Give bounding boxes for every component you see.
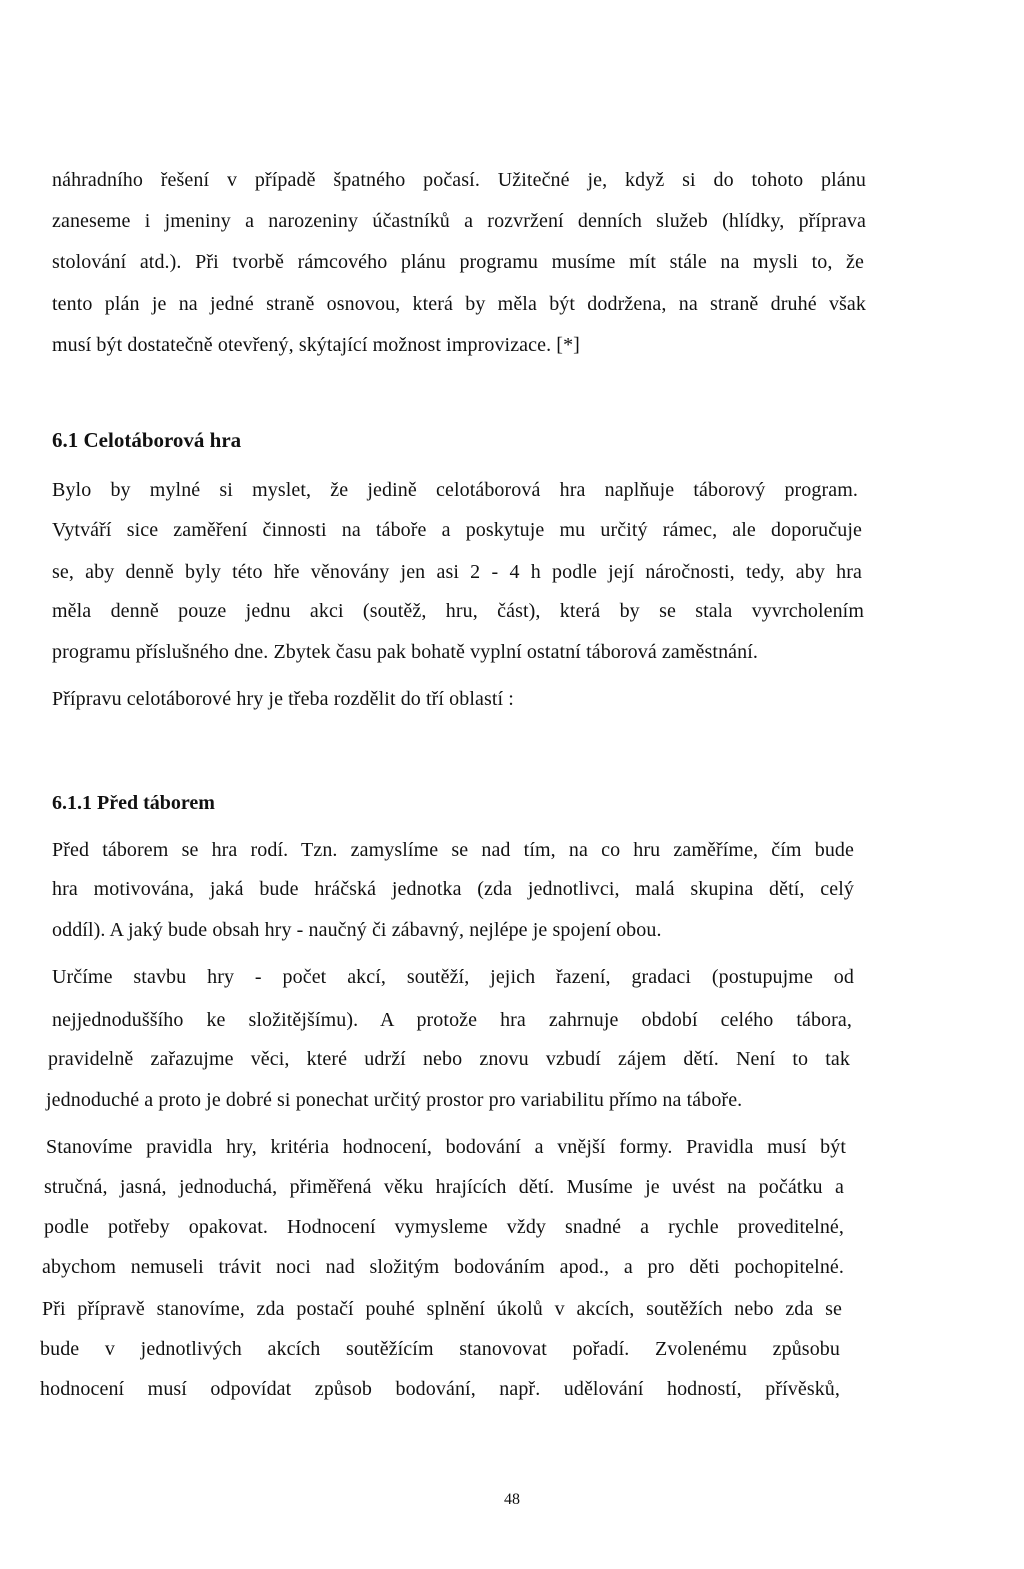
paragraph-line: Bylo by mylné si myslet, že jedině celotáborová hra naplňuje táborový program. [52,479,858,501]
paragraph-line: tento plán je na jedné straně osnovou, která by měla být dodržena, na straně druhé však [52,293,866,315]
paragraph-line: Při přípravě stanovíme, zda postačí pouhé splnění úkolů v akcích, soutěžích nebo zda se [42,1298,842,1320]
paragraph-line: stolování atd.). Při tvorbě rámcového plánu programu musíme mít stále na mysli to, že [52,251,864,273]
paragraph-line: hra motivována, jaká bude hráčská jednotka (zda jednotlivci, malá skupina dětí, celý [52,878,854,900]
page-number: 48 [504,1491,520,1508]
subsection-heading: 6.1.1 Před táborem [52,792,215,814]
paragraph-line: náhradního řešení v případě špatného počasí. Užitečné je, když si do tohoto plánu [52,169,866,191]
paragraph-line: zaneseme i jmeniny a narozeniny účastníků a rozvržení denních služeb (hlídky, příprava [52,210,866,232]
paragraph-line: oddíl). A jaký bude obsah hry - naučný či zábavný, nejlépe je spojení obou. [52,919,662,941]
paragraph-line: Přípravu celotáborové hry je třeba rozdělit do tří oblastí : [52,688,514,710]
paragraph-line: abychom nemuseli trávit noci nad složitým bodováním apod., a pro děti pochopitelné. [42,1256,844,1278]
paragraph-line: měla denně pouze jednu akci (soutěž, hru, část), která by se stala vyvrcholením [52,600,864,622]
paragraph-line: Stanovíme pravidla hry, kritéria hodnocení, bodování a vnější formy. Pravidla musí být [46,1136,846,1158]
paragraph-line: Určíme stavbu hry - počet akcí, soutěží, jejich řazení, gradaci (postupujme od [52,966,854,988]
paragraph-line: nejjednoduššího ke složitějšímu). A protože hra zahrnuje období celého tábora, [52,1009,852,1031]
paragraph-line: se, aby denně byly této hře věnovány jen asi 2 - 4 h podle její náročnosti, tedy, aby hra [52,561,862,583]
paragraph-line: Před táborem se hra rodí. Tzn. zamyslíme se nad tím, na co hru zaměříme, čím bude [52,839,854,861]
paragraph-line: stručná, jasná, jednoduchá, přiměřená věku hrajících dětí. Musíme je uvést na počátku a [44,1176,844,1198]
paragraph-line: pravidelně zařazujme věci, které udrží nebo znovu vzbudí zájem dětí. Není to tak [48,1048,850,1070]
paragraph-line: bude v jednotlivých akcích soutěžícím stanovovat pořadí. Zvolenému způsobu [40,1338,840,1360]
paragraph-line: Vytváří sice zaměření činnosti na táboře a poskytuje mu určitý rámec, ale doporučuje [52,519,862,541]
paragraph-line: podle potřeby opakovat. Hodnocení vymysleme vždy snadné a rychle proveditelné, [44,1216,844,1238]
paragraph-line: hodnocení musí odpovídat způsob bodování, např. udělování hodností, přívěsků, [40,1378,840,1400]
paragraph-line: musí být dostatečně otevřený, skýtající možnost improvizace. [*] [52,334,580,356]
paragraph-line: programu příslušného dne. Zbytek času pak bohatě vyplní ostatní táborová zaměstnání. [52,641,758,663]
paragraph-line: jednoduché a proto je dobré si ponechat určitý prostor pro variabilitu přímo na táboře. [46,1089,743,1111]
section-heading: 6.1 Celotáborová hra [52,428,242,452]
